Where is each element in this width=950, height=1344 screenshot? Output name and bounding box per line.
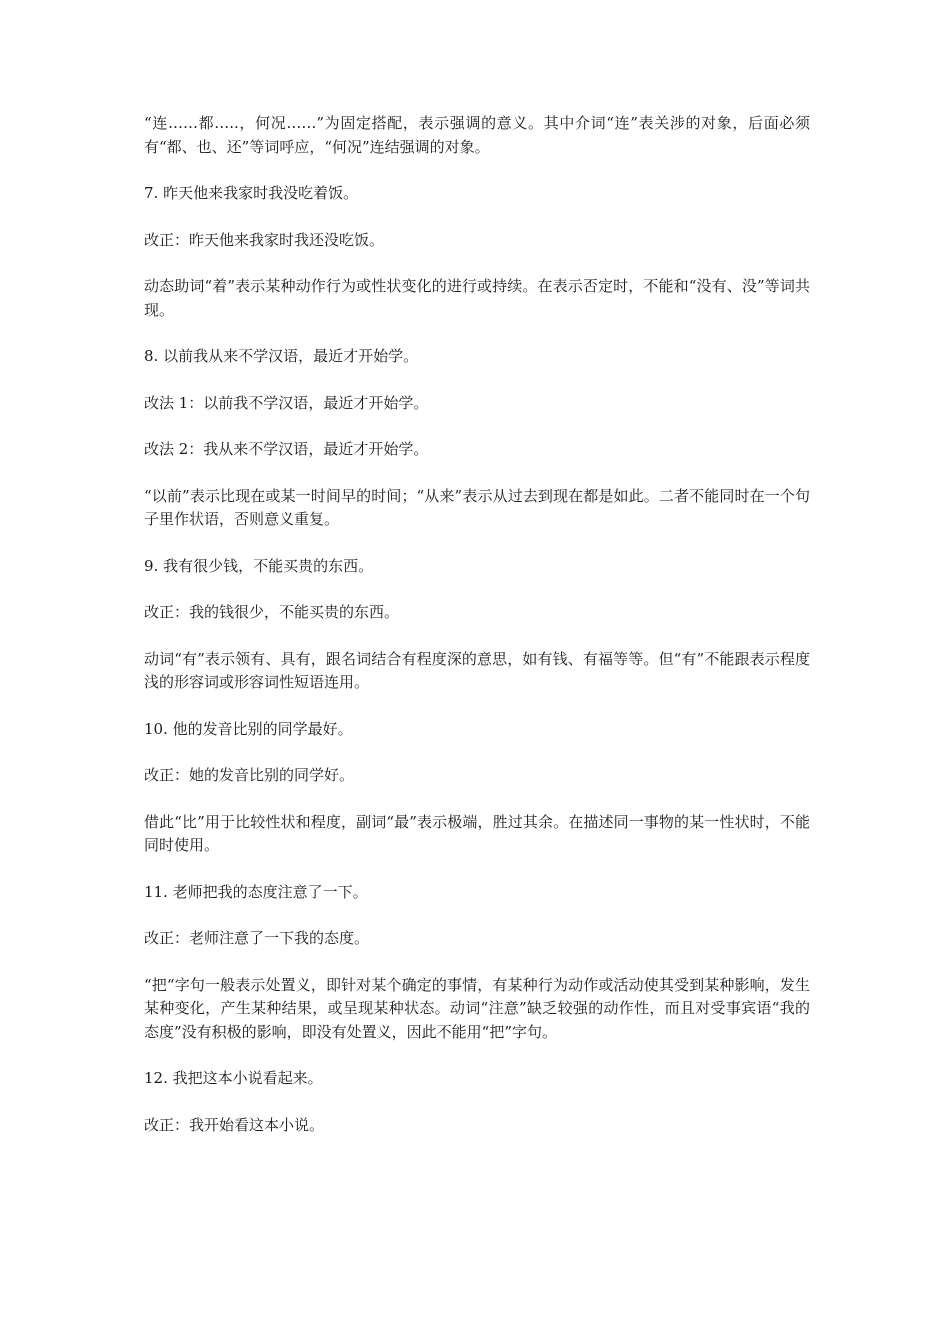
example-7-correction: 改正：昨天他来我家时我还没吃饭。	[144, 230, 385, 249]
example-10-sentence: 10. 他的发音比别的同学最好。	[144, 719, 353, 738]
example-9-explanation: 动词“有”表示领有、具有，跟名词结合有程度深的意思，如有钱、有福等等。但“有”不能跟表示程度浅的形容词或形容词性短语连用。	[144, 649, 810, 691]
example-11-sentence: 11. 老师把我的态度注意了一下。	[144, 882, 368, 901]
example-8-correction-1: 改法 1：以前我不学汉语，最近才开始学。	[144, 393, 429, 412]
example-10-explanation: 借此“比”用于比较性状和程度，副词“最”表示极端，胜过其余。在描述同一事物的某一性状时，不能同时使用。	[144, 812, 810, 854]
example-7-sentence: 7. 昨天他来我家时我没吃着饭。	[144, 184, 359, 202]
example-12-correction: 改正：我开始看这本小说。	[144, 1115, 325, 1134]
example-8-sentence: 8. 以前我从来不学汉语，最近才开始学。	[144, 347, 419, 365]
example-11-correction: 改正：老师注意了一下我的态度。	[144, 929, 370, 947]
example-10-correction: 改正：她的发音比别的同学好。	[144, 766, 355, 784]
example-8-explanation: “以前”表示比现在或某一时间早的时间；“从来”表示从过去到现在都是如此。二者不能同时在一个句子里作状语，否则意义重复。	[144, 486, 810, 528]
paragraph-lian-dou-explanation: “连……都…..，何况……”为固定搭配，表示强调的意义。其中介词“连”表关涉的对象，后面必须有“都、也、还”等词呼应，“何况”连结强调的对象。	[144, 114, 810, 156]
document-body	[144, 112, 810, 1160]
example-8-correction-2: 改法 2：我从来不学汉语，最近才开始学。	[144, 440, 429, 458]
example-11-explanation: “把“字句一般表示处置义，即针对某个确定的事情，有某种行为动作或活动使其受到某种影响，发生某种变化，产生某种结果，或呈现某种状态。动词“注意”缺乏较强的动作性，而且对受事宾语“我的态度”没有积极的影响，即没有处置义，因此不能用“把”字句。	[144, 975, 810, 1041]
example-12-sentence: 12. 我把这本小说看起来。	[144, 1069, 323, 1087]
example-9-sentence: 9. 我有很少钱，不能买贵的东西。	[144, 556, 374, 575]
example-7-explanation: 动态助词“着”表示某种动作行为或性状变化的进行或持续。在表示否定时，不能和“没有、没”等词共现。	[144, 277, 810, 319]
example-9-correction: 改正：我的钱很少，不能买贵的东西。	[144, 603, 400, 621]
